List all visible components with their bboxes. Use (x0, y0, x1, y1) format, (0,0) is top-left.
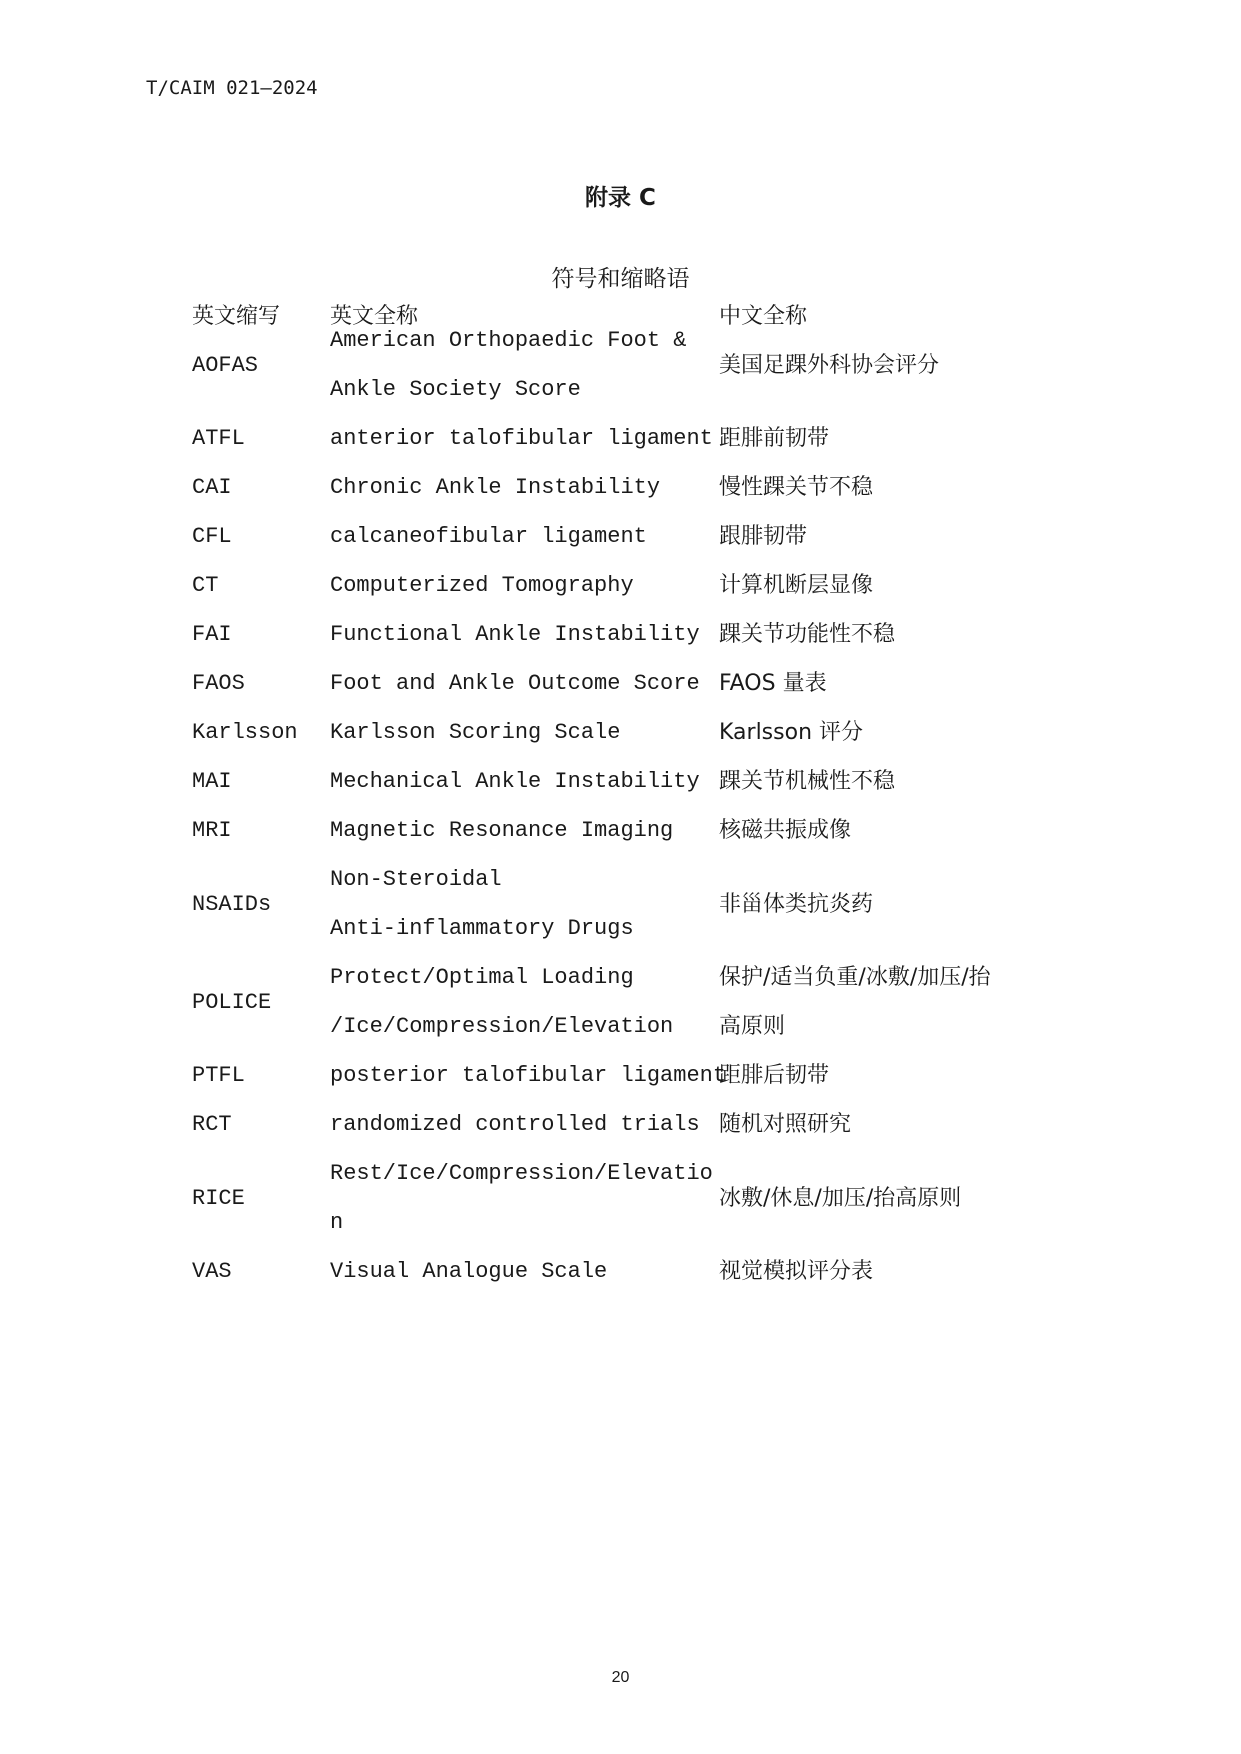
english-name-cell: Ankle Society Score (330, 377, 581, 402)
chinese-name-cell: 距腓前韧带 (719, 426, 830, 451)
english-name-cell: Visual Analogue Scale (330, 1259, 608, 1284)
column-header-chinese-name: 中文全称 (719, 303, 808, 329)
english-name-cell: anterior talofibular ligament (330, 426, 713, 451)
abbreviation-cell: FAI (192, 622, 232, 647)
chinese-name-cell: 保护/适当负重/冰敷/加压/抬 (719, 965, 991, 990)
abbreviation-cell: POLICE (192, 989, 272, 1015)
table-row (192, 708, 1072, 757)
table-row (192, 561, 1072, 610)
english-name-cell: Mechanical Ankle Instability (330, 769, 700, 794)
chinese-name-cell: 踝关节功能性不稳 (719, 622, 896, 647)
english-name-cell: American Orthopaedic Foot & (330, 328, 687, 353)
column-header-abbreviation: 英文缩写 (192, 303, 281, 329)
chinese-name-cell: 冰敷/休息/加压/抬高原则 (719, 1185, 962, 1211)
chinese-name-cell: 美国足踝外科协会评分 (719, 352, 940, 378)
english-name-cell: calcaneofibular ligament (330, 524, 647, 549)
chinese-name-cell: 视觉模拟评分表 (719, 1259, 874, 1284)
chinese-name-cell: 核磁共振成像 (719, 818, 852, 843)
abbreviation-cell: Karlsson (192, 720, 298, 745)
abbreviation-table (192, 303, 1072, 1296)
page-number: 20 (611, 1669, 630, 1686)
english-name-cell: Karlsson Scoring Scale (330, 720, 621, 745)
chinese-name-cell: 踝关节机械性不稳 (719, 769, 896, 794)
table-row (192, 1247, 1072, 1296)
abbreviation-cell: PTFL (192, 1063, 245, 1088)
english-name-cell: Non-Steroidal (330, 867, 502, 892)
english-name-cell: Chronic Ankle Instability (330, 475, 661, 500)
table-row (192, 757, 1072, 806)
abbreviation-cell: CT (192, 573, 219, 598)
chinese-name-cell: 慢性踝关节不稳 (719, 475, 874, 500)
abbreviation-cell: ATFL (192, 426, 245, 451)
abbreviation-cell: RICE (192, 1185, 245, 1211)
table-row (192, 953, 1072, 1051)
table-row (192, 806, 1072, 855)
table-row (192, 610, 1072, 659)
english-name-cell: Anti-inflammatory Drugs (330, 916, 634, 941)
abbreviation-cell: CAI (192, 475, 232, 500)
table-row (192, 1100, 1072, 1149)
chinese-name-cell: 非甾体类抗炎药 (719, 891, 874, 917)
abbreviation-cell: CFL (192, 524, 232, 549)
table-row (192, 855, 1072, 953)
table-row (192, 414, 1072, 463)
chinese-name-cell: 高原则 (719, 1014, 786, 1039)
abbreviation-cell: MAI (192, 769, 232, 794)
english-name-cell: Rest/Ice/Compression/Elevatio (330, 1161, 713, 1186)
abbreviation-cell: MRI (192, 818, 232, 843)
document-id: T/CAIM 021—2024 (146, 77, 318, 99)
english-name-cell: Functional Ankle Instability (330, 622, 700, 647)
english-name-cell: Foot and Ankle Outcome Score (330, 671, 700, 696)
english-name-cell: /Ice/Compression/Elevation (330, 1014, 674, 1039)
section-subtitle: 符号和缩略语 (551, 266, 690, 292)
table-row (192, 1149, 1072, 1247)
abbreviation-cell: VAS (192, 1259, 232, 1284)
table-row (192, 316, 1072, 414)
english-name-cell: Protect/Optimal Loading (330, 965, 634, 990)
table-row (192, 1051, 1072, 1100)
chinese-name-cell: 距腓后韧带 (719, 1063, 830, 1088)
table-row (192, 463, 1072, 512)
english-name-cell: n (330, 1210, 344, 1235)
chinese-name-cell: FAOS 量表 (719, 671, 827, 696)
english-name-cell: Magnetic Resonance Imaging (330, 818, 674, 843)
appendix-title: 附录 C (585, 185, 656, 211)
chinese-name-cell: 随机对照研究 (719, 1112, 852, 1137)
abbreviation-cell: RCT (192, 1112, 232, 1137)
table-row (192, 659, 1072, 708)
chinese-name-cell: 跟腓韧带 (719, 524, 808, 549)
abbreviation-cell: AOFAS (192, 352, 259, 378)
abbreviation-cell: NSAIDs (192, 891, 272, 917)
english-name-cell: randomized controlled trials (330, 1112, 700, 1137)
chinese-name-cell: Karlsson 评分 (719, 720, 863, 745)
table-body (192, 316, 1072, 1296)
chinese-name-cell: 计算机断层显像 (719, 573, 874, 598)
column-header-english-name: 英文全称 (330, 303, 419, 329)
english-name-cell: Computerized Tomography (330, 573, 634, 598)
abbreviation-cell: FAOS (192, 671, 245, 696)
english-name-cell: posterior talofibular ligament (330, 1063, 727, 1088)
table-row (192, 512, 1072, 561)
